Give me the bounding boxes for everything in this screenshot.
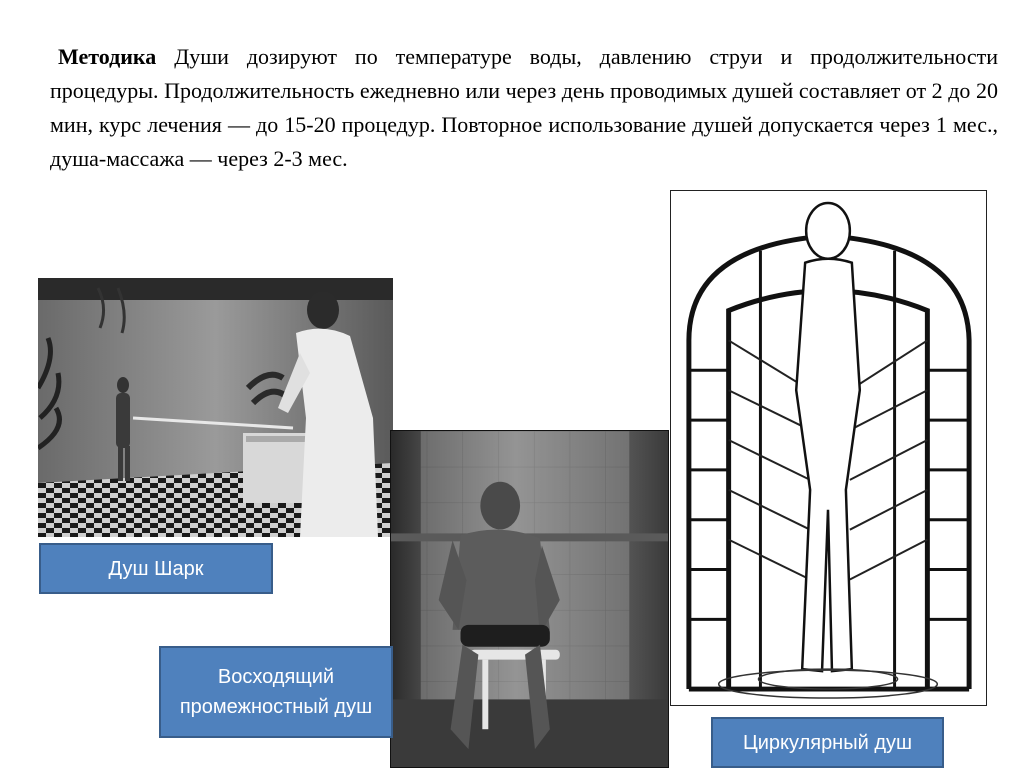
perineal-shower-photo (390, 430, 669, 768)
caption-perineal-shower: Восходящий промежностный душ (159, 646, 393, 738)
methodology-lead: Методика (58, 44, 157, 69)
sharko-shower-photo (38, 278, 393, 537)
methodology-body: Души дозируют по температуре воды, давлению струи и продолжительности процедуры. Продолжительность ежедневно или через день проводимых душей составляет от 2 до 20 мин, курс лечения — до 15-20 процедур. Повторное использование душей допускается через 1 мес., душа-массажа — через 2-3 мес. (50, 44, 999, 171)
circular-shower-illustration (670, 190, 987, 706)
caption-sharko-shower: Душ Шарк (39, 543, 273, 594)
methodology-paragraph (50, 40, 998, 176)
caption-circular-shower: Циркулярный душ (711, 717, 944, 768)
